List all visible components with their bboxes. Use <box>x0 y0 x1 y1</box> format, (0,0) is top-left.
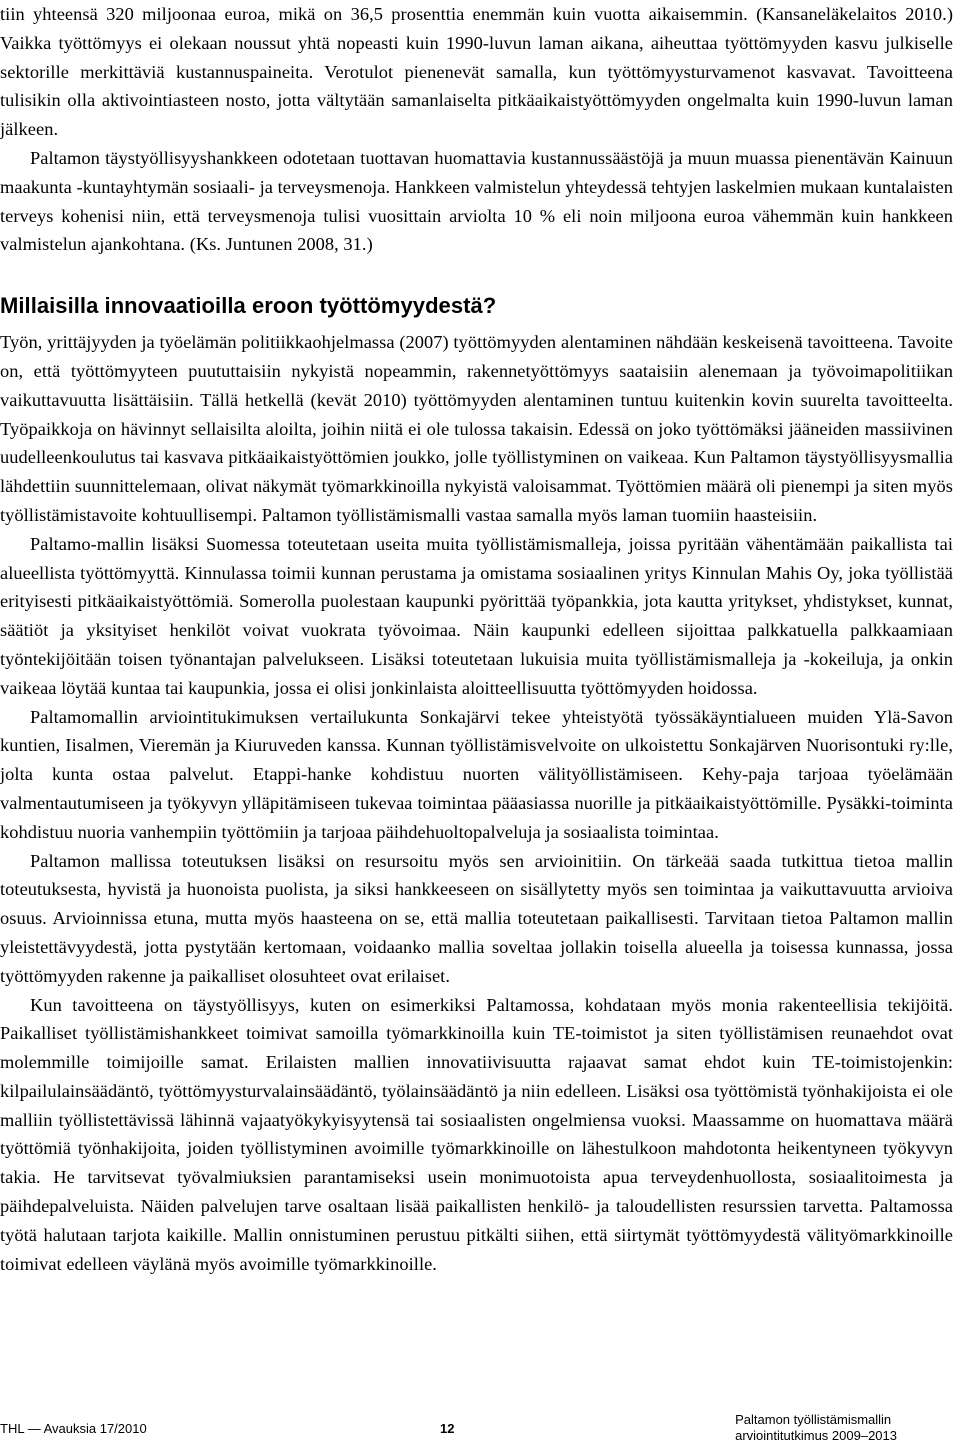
paragraph: Kun tavoitteena on täystyöllisyys, kuten on esimerkiksi Paltamossa, kohdataan myös monia rakenteellisia tekijöitä. Paikalliset työllistämishankkeet toimivat samoilla työmarkkinoilla kuin TE-toimistot ja siten työllistämisen reunaehdot ovat molemmille toimijoille samat. Erilaisten mallien innovatiivisuutta rajaavat samat ehdot kuin TE-toimistojenkin: kilpailulainsäädäntö, työttömyysturvalainsäädäntö, työlainsäädäntö ja niin edelleen. Lisäksi osa työttömistä työnhakijoista ei ole malliin työllistettävissä lähinnä vajaatyökykyisyytensä tai sosiaalisten ongelmiensa vuoksi. Maassamme on huomattava määrä työttömiä työnhakijoita, joiden työllistyminen avoimille työmarkkinoille on lähestulkoon mahdotonta heikentyneen työkyvyn takia. He tarvitsevat työvalmiuksien parantamiseksi usein monimuotoista apua terveydenhuollosta, sosiaalitoimesta ja päihdepalveluista. Näiden palvelujen tarve osaltaan lisää paikallisten henkilö- ja taloudellisten resurssien tarvetta. Paltamossa työtä halutaan tarjota kaikille. Mallin onnistuminen perustuu pitkälti siihen, että siirtymät työttömyydestä välityömarkkinoille toimivat edelleen väylänä myös avoimille työmarkkinoille. <box>0 994 953 1274</box>
paragraph: Paltamo-mallin lisäksi Suomessa toteutetaan useita muita työllistämismalleja, joissa pyritään vähentämään paikallista tai alueellista työttömyyttä. Kinnulassa toimii kunnan perustama ja omistama sosiaalinen yritys Kinnulan Mahis Oy, joka työllistää erityisesti pitkäaikaistyöttömiä. Somerolla puolestaan kaupunki pyörittää työpankkia, jota kautta yritykset, yhdistykset, kunnat, säätiöt ja yksityiset henkilöt voivat vuokrata työvoimaa. Näin kaupunki edelleen sijoittaa palkkatuella palkkaamiaan työntekijöitään toisen työnantajan palvelukseen. Lisäksi toteutetaan lukuisia muita työllistämismalleja ja -kokeiluja, ja onkin vaikeaa löytää kuntaa tai kaupunkia, jossa ei olisi jonkinlaista aloitteellisuutta työttömyyden hoidossa. <box>0 533 953 698</box>
page-footer <box>0 1412 953 1446</box>
page-number: 12 <box>440 1421 455 1436</box>
paragraph: Paltamon täystyöllisyyshankkeen odotetaan tuottavan huomattavia kustannussäästöjä ja muun muassa pienentävän Kainuun maakunta -kuntayhtymän sosiaali- ja terveysmenoja. Hankkeen valmistelun yhteydessä tehtyjen laskelmien mukaan kuntalaisten terveys kohenisi niin, että terveysmenoja tulisi vuosittain arviolta 10 % eli noin miljoona euroa vähemmän kuin hankkeen valmistelun ajankohtana. (Ks. Juntunen 2008, 31.) <box>0 147 953 255</box>
footer-series-line: Paltamon työllistämismallin <box>735 1412 892 1427</box>
footer-series-line: arviointitutkimus 2009–2013 <box>735 1428 897 1443</box>
footer-series-title <box>735 1412 897 1444</box>
paragraph: Paltamon mallissa toteutuksen lisäksi on resursoitu myös sen arvioinitiin. On tärkeää saada tutkittua tietoa mallin toteutuksesta, hyvistä ja huonoista puolista, ja siksi hankkeeseen on sisällytetty myös sen toimintaa ja vaikuttavuutta arvioiva osuus. Arvioinnissa etuna, mutta myös haasteena on se, että mallia toteutetaan paikallisesti. Tarvitaan tietoa Paltamon mallin yleistettävyydestä, jotta pystytään kertomaan, voidaanko mallia soveltaa jollakin toisella alueella ja toisessa kunnassa, jossa työttömyyden rakenne ja paikalliset olosuhteet ovat erilaiset. <box>0 850 953 986</box>
section-heading: Millaisilla innovaatioilla eroon työttömyydestä? <box>0 293 497 319</box>
paragraph: Paltamomallin arviointitukimuksen vertailukunta Sonkajärvi tekee yhteistyötä työssäkäyntialueen muiden Ylä-Savon kuntien, Iisalmen, Vieremän ja Kiuruveden kanssa. Kunnan työllistämisvelvoite on ulkoistettu Sonkajärven Nuorisontuki ry:lle, jolta kunta ostaa palvelut. Etappi-hanke kohdistuu nuorten välityöllistämiseen. Kehy-paja tarjoaa työelämään valmentautumiseen ja työkyvyn ylläpitämiseen tukevaa toimintaa pääasiassa nuorille ja pitkäaikaistyöttömille. Pysäkki-toiminta kohdistuu nuoria vanhempiin työttömiin ja tarjoaa päihdehuoltopalveluja ja sosiaalista toimintaa. <box>0 706 953 842</box>
footer-publisher: THL — Avauksia 17/2010 <box>0 1421 147 1436</box>
paragraph: tiin yhteensä 320 miljoonaa euroa, mikä on 36,5 prosenttia enemmän kuin vuotta aikaisemmin. (Kansaneläkelaitos 2010.) Vaikka työttömyys ei olekaan noussut yhtä nopeasti kuin 1990-luvun laman aikana, aiheuttaa työttömyyden kasvu julkiselle sektorille merkittäviä kustannuspaineita. Verotulot pienenevät samalla, kun työttömyysturvamenot kasvavat. Tavoitteena tulisikin olla aktivointiasteen nosto, jotta vältytään samanlaiselta pitkäaikaistyöttömyyden ongelmalta kuin 1990-luvun laman jälkeen. <box>0 4 953 140</box>
paragraph: Työn, yrittäjyyden ja työelämän politiikkaohjelmassa (2007) työttömyyden alentaminen nähdään keskeisenä tavoitteena. Tavoite on, että työttömyyteen puututtaisiin nykyistä nopeammin, rakennetyöttömyys saataisiin alenemaan ja työvoimapolitiikan vaikuttavuutta lisättäisiin. Tällä hetkellä (kevät 2010) työttömyyden alentaminen tuntuu kuitenkin kovin suurelta tavoitteelta. Työpaikkoja on hävinnyt sellaisilta aloilta, joihin niitä ei ole tulossa takaisin. Edessä on joko työttömäksi jääneiden massiivinen uudelleenkoulutus tai kasvava pitkäaikaistyöttömien joukko, jolle työllistyminen on vaikeaa. Kun Paltamon täystyöllisyysmallia lähdettiin suunnittelemaan, olivat näkymät työmarkkinoilla nykyistä valoisammat. Työttömien määrä oli pienempi ja siten myös työllistämistavoite kohtuullisempi. Paltamon työllistämismalli vastaa samalla myös laman tuomiin haasteisiin. <box>0 332 953 525</box>
